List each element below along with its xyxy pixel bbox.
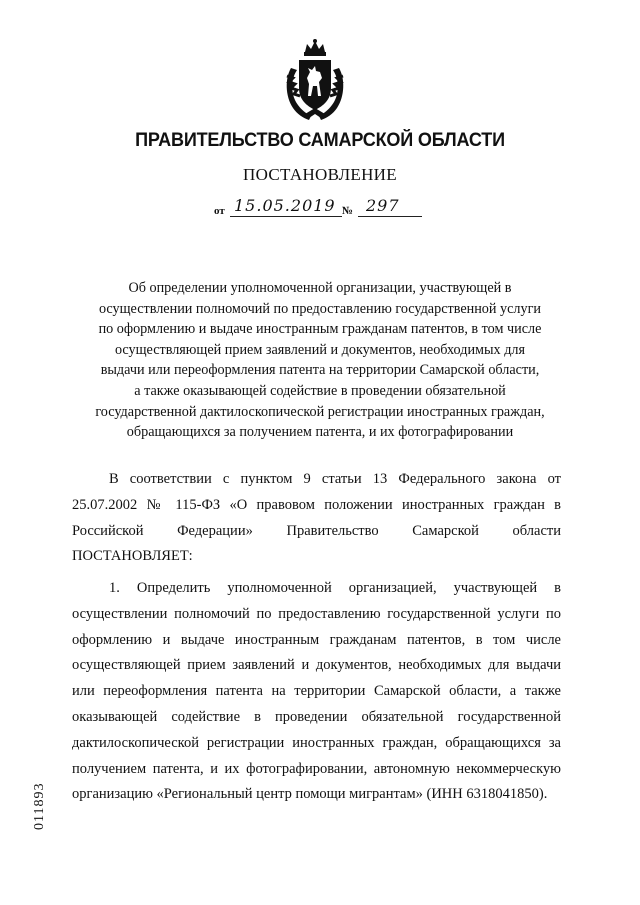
date-number-line xyxy=(210,196,430,220)
subject-line: осуществляющей прием заявлений и документов, необходимых для xyxy=(114,341,526,358)
date-underline xyxy=(230,216,342,217)
subject-line: Об определении уполномоченной организации, участвующей в xyxy=(128,280,512,296)
government-title: ПРАВИТЕЛЬСТВО САМАРСКОЙ ОБЛАСТИ xyxy=(135,130,505,151)
item-1-paragraph: 1. Определить уполномоченной организацией, участвующей в осуществлении полномочий по предоставлению государственной услуги по оформлению и выдаче иностранным гражданам патентов, в том числе осуществляющей прием заявлений и документов, необходимых для выдачи или переоформления патента на территории Самарской области, а также оказывающей содействие в проведении обязательной государственной дактилоскопической регистрации иностранных граждан, обращающихся за получением патента, и их фотографировании, автономную некоммерческую организацию «Региональный центр помощи мигрантам» (ИНН 6318041850). xyxy=(72,580,561,803)
subject-line: а также оказывающей содействие в проведении обязательной xyxy=(134,382,506,399)
number-label: № xyxy=(342,205,354,217)
side-serial-number: 011893 xyxy=(32,782,47,830)
document-subject xyxy=(70,278,570,443)
subject-line: обращающихся за получением патента, и их фотографировании xyxy=(126,424,514,441)
subject-line: выдачи или переоформления патента на территории Самарской области, xyxy=(100,362,540,379)
date-from-label: от xyxy=(214,205,225,217)
subject-line: государственной дактилоскопической регистрации иностранных граждан, xyxy=(95,403,545,420)
preamble-paragraph: В соответствии с пунктом 9 статьи 13 Федерального закона от 25.07.2002 № 115-ФЗ «О правовом положении иностранных граждан в Российской Федерации» Правительство Самарской области ПОСТАНОВЛЯЕТ: xyxy=(72,471,561,565)
handwritten-date: 15.05.2019 xyxy=(234,196,336,215)
subject-line: осуществлении полномочий по предоставлению государственной услуги xyxy=(98,300,542,317)
handwritten-number: 297 xyxy=(366,196,400,215)
subject-line: по оформлению и выдаче иностранным гражданам патентов, в том числе xyxy=(98,321,542,338)
samara-region-coat-of-arms-icon xyxy=(281,38,349,122)
document-type: ПОСТАНОВЛЕНИЕ xyxy=(243,165,397,184)
number-underline xyxy=(358,216,422,217)
